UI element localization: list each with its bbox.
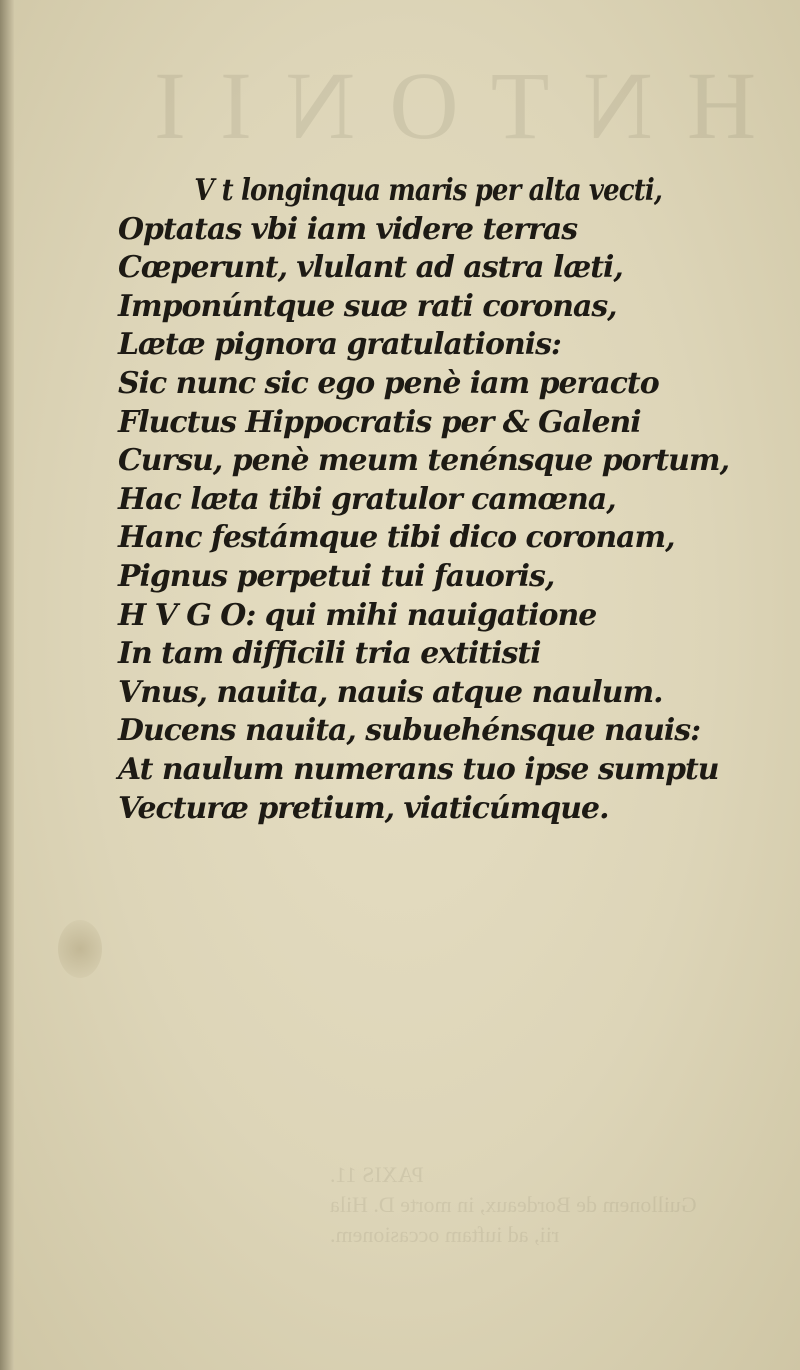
poem-line: Cursu, penè meum tenénsque portum, bbox=[118, 443, 730, 479]
poem-line: Sic nunc sic ego penè iam peracto bbox=[118, 365, 659, 401]
show-through-heading: HNTONII bbox=[120, 52, 757, 159]
poem-line: Ducens nauita, subuehénsque nauis: bbox=[118, 713, 701, 749]
poem-line: Vecturæ pretium, viaticúmque. bbox=[118, 790, 609, 826]
poem-line: Optatas vbi iam videre terras bbox=[118, 211, 578, 247]
poem-line: Imponúntque suæ rati coronas, bbox=[118, 288, 617, 324]
poem-line: V t longinqua maris per alta vecti, bbox=[194, 173, 663, 208]
poem bbox=[118, 172, 790, 828]
page-gutter-shadow bbox=[0, 0, 14, 1370]
show-through-text: PAXIS 11. Guillonem de Bordeaux, in morte D. Hila rii, ad iuftam occasionem. bbox=[330, 1162, 697, 1247]
poem-line: Cœperunt, vlulant ad astra læti, bbox=[118, 250, 623, 286]
poem-line: Vnus, nauita, nauis atque naulum. bbox=[118, 674, 663, 710]
poem-line: H V G O: qui mihi nauigatione bbox=[118, 597, 597, 633]
poem-line: Hanc festámque tibi dico coronam, bbox=[118, 520, 675, 556]
poem-line: Fluctus Hippocratis per & Galeni bbox=[118, 404, 641, 440]
paper-stain bbox=[58, 920, 102, 978]
poem-line: In tam difficili tria extitisti bbox=[118, 636, 541, 672]
poem-line: Pignus perpetui tui fauoris, bbox=[118, 558, 555, 594]
poem-line: At naulum numerans tuo ipse sumptu bbox=[118, 751, 719, 787]
poem-line: Lætæ pignora gratulationis: bbox=[118, 327, 561, 363]
poem-line: Hac læta tibi gratulor camœna, bbox=[118, 481, 616, 517]
